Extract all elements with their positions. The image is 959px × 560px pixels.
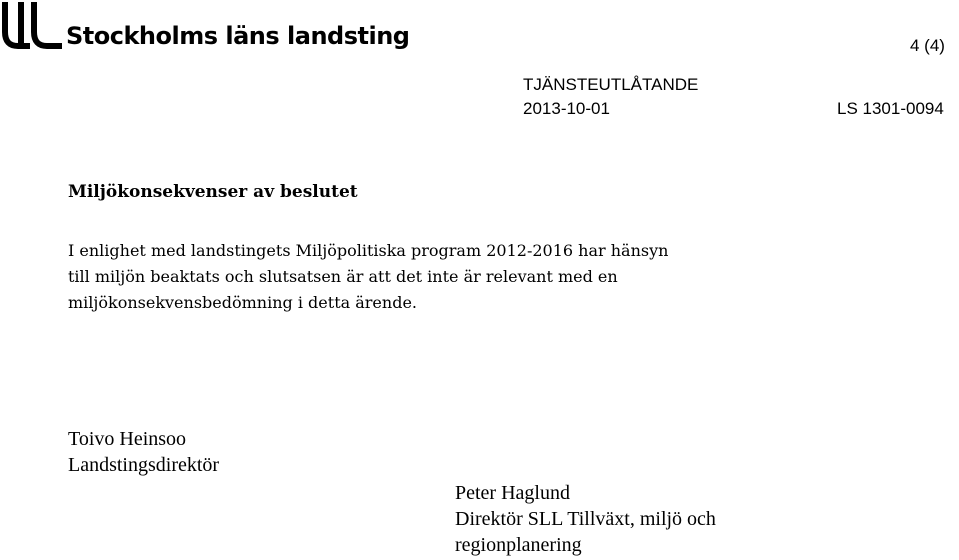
document-reference: LS 1301-0094 [837, 99, 944, 118]
signatory-title: Landstingsdirektör [68, 454, 220, 476]
section-body [68, 238, 768, 316]
document-date: 2013-10-01 [523, 99, 610, 118]
body-line: I enlighet med landstingets Miljöpolitiska program 2012-2016 har hänsyn [68, 241, 669, 260]
signatory-title: Direktör SLL Tillväxt, miljö och [455, 508, 716, 530]
signature-block-1 [68, 426, 219, 478]
logo-mark-icon [0, 2, 64, 54]
document-type: TJÄNSTEUTLÅTANDE [523, 75, 699, 94]
body-line: miljökonsekvensbedömning i detta ärende. [68, 293, 417, 312]
page-number: 4 (4) [910, 36, 945, 55]
signatory-name: Peter Haglund [455, 482, 570, 504]
section-heading: Miljökonsekvenser av beslutet [68, 182, 358, 202]
signatory-name: Toivo Heinsoo [68, 428, 187, 450]
organization-name: Stockholms läns landsting [66, 22, 410, 50]
signatory-title-cont: regionplanering [455, 534, 582, 556]
signature-block-2 [455, 480, 716, 558]
body-line: till miljön beaktats och slutsatsen är att det inte är relevant med en [68, 267, 618, 286]
